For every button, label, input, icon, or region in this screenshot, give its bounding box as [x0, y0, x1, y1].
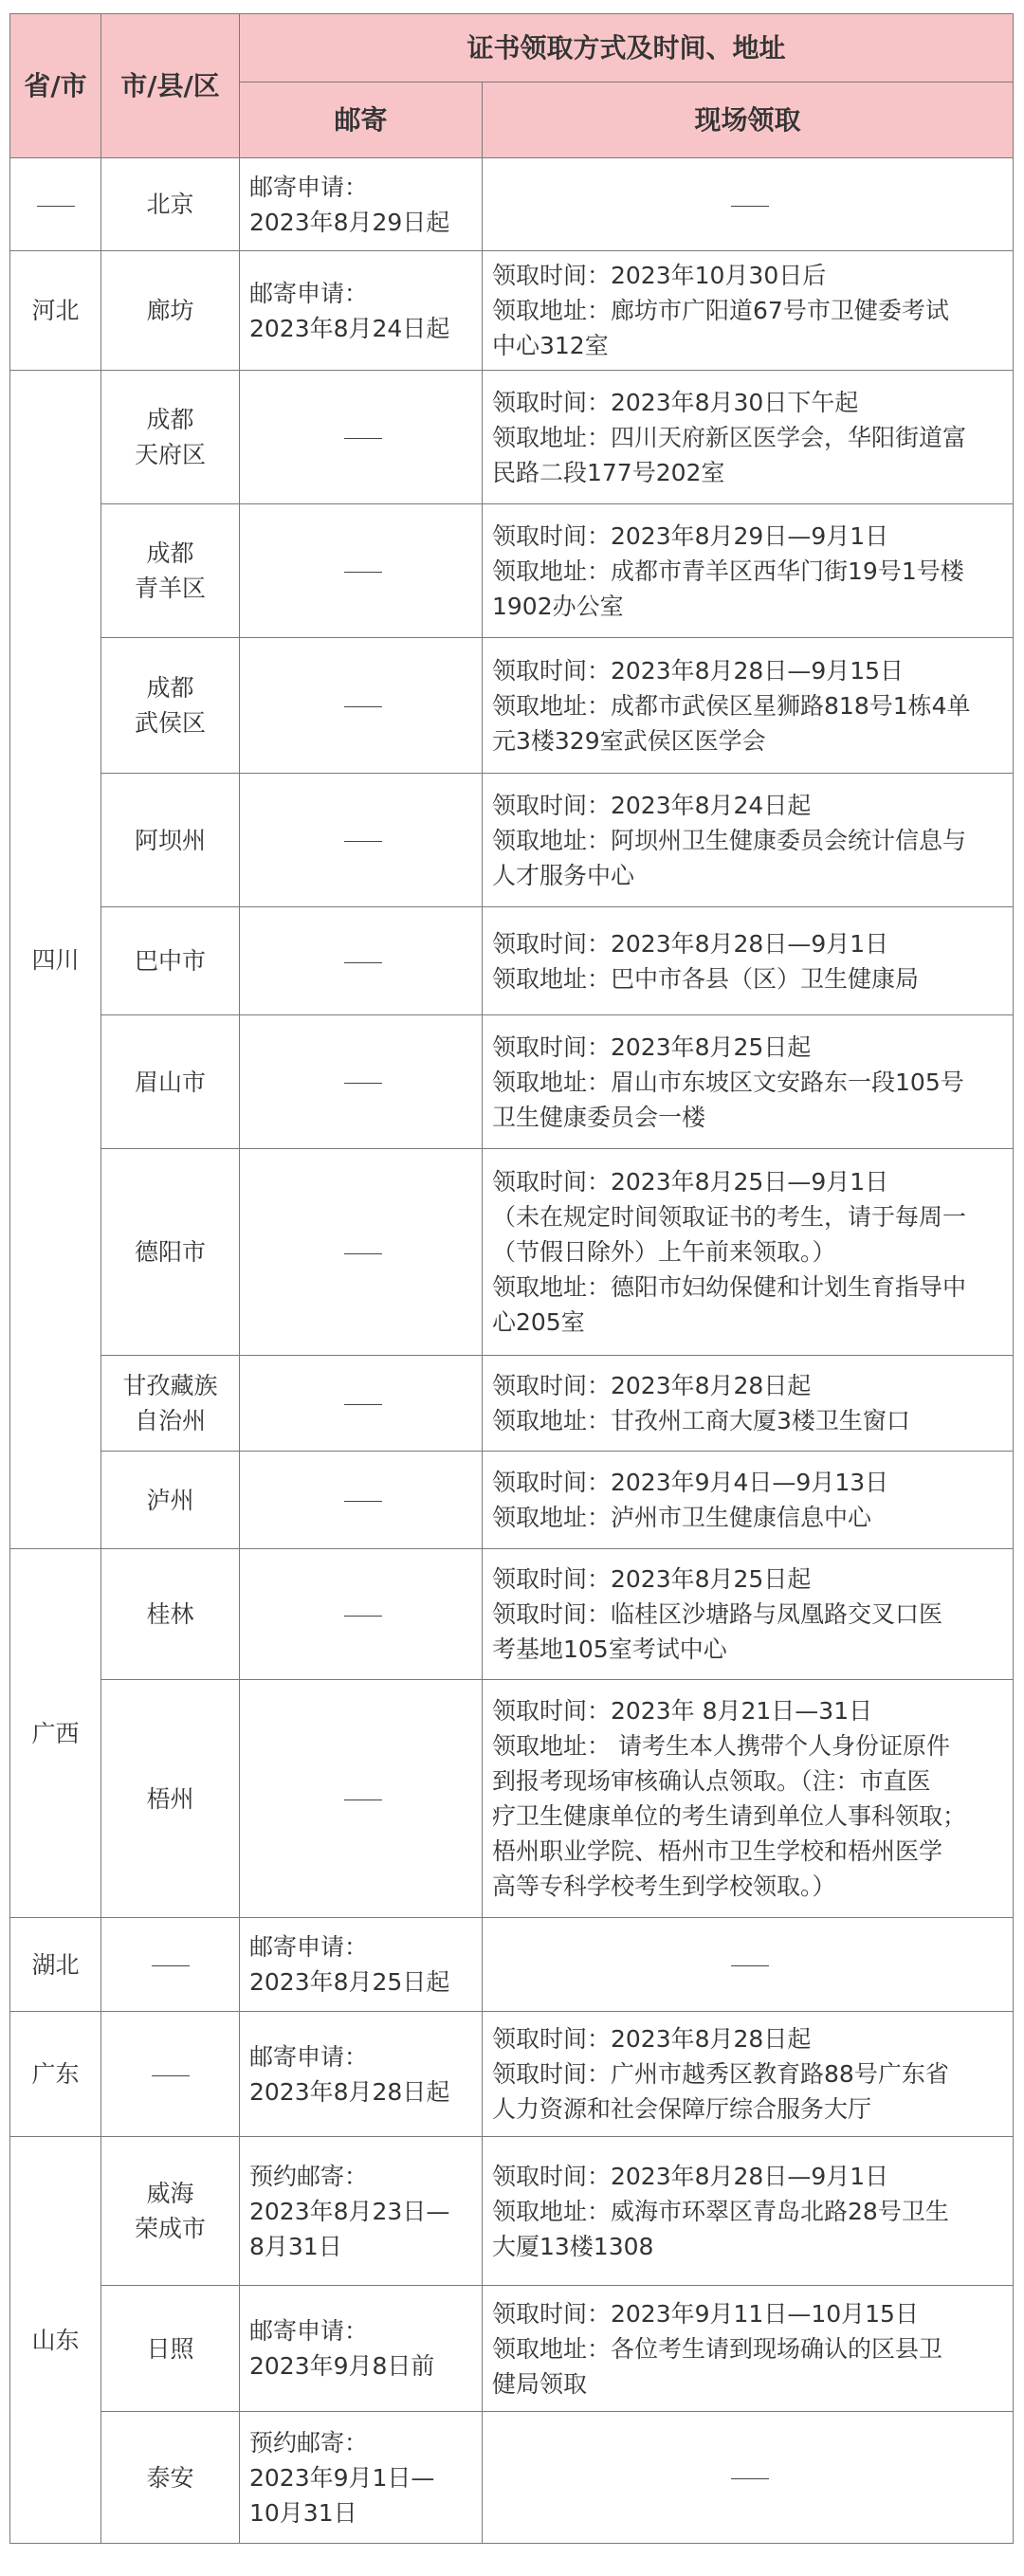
mail-cell	[240, 1452, 483, 1549]
onsite-cell	[483, 251, 1014, 371]
cell-line: 中心312室	[492, 332, 609, 359]
empty-dash	[344, 1083, 382, 1084]
cell-line: 领取地址：威海市环翠区青岛北路28号卫生	[492, 2197, 949, 2225]
table-row	[10, 1356, 1014, 1452]
onsite-cell	[483, 1918, 1014, 2012]
table-row	[10, 251, 1014, 371]
onsite-cell	[483, 1356, 1014, 1452]
cell-line: 武侯区	[134, 709, 206, 737]
mail-cell	[240, 2286, 483, 2412]
cell-line: 领取时间：2023年8月30日下午起	[492, 388, 859, 416]
city-cell	[101, 1918, 240, 2012]
cell-line: 廊坊	[146, 297, 194, 324]
table-row	[10, 638, 1014, 774]
cell-line: 日照	[146, 2334, 194, 2363]
cell-line: 威海	[146, 2180, 194, 2207]
cell-line: 领取地址：成都市武侯区星狮路818号1栋4单	[492, 691, 971, 720]
table-row	[10, 2137, 1014, 2286]
onsite-cell	[483, 774, 1014, 907]
city-cell	[101, 2012, 240, 2137]
empty-dash	[731, 1965, 769, 1966]
onsite-cell	[483, 1452, 1014, 1549]
cell-line: 梧州	[146, 1784, 194, 1813]
cell-line: 领取时间：广州市越秀区教育路88号广东省	[492, 2060, 949, 2088]
cell-line: 2023年8月29日起	[249, 208, 450, 236]
empty-dash	[152, 2075, 190, 2076]
city-cell	[101, 1356, 240, 1452]
province-cell: 四川	[10, 371, 101, 1549]
mail-cell	[240, 2012, 483, 2137]
empty-dash	[37, 206, 75, 207]
empty-dash	[344, 1404, 382, 1405]
cell-line: 领取时间：2023年9月11日—10月15日	[492, 2299, 919, 2328]
mail-cell	[240, 2412, 483, 2544]
header-method-group: 证书领取方式及时间、地址	[240, 14, 1014, 82]
city-cell	[101, 251, 240, 371]
cell-line: 领取时间：2023年8月28日—9月1日	[492, 2162, 889, 2190]
cell-line: 10月31日	[249, 2498, 357, 2527]
empty-dash	[344, 572, 382, 573]
cell-line: 2023年9月1日—	[249, 2463, 435, 2492]
empty-dash	[344, 1616, 382, 1617]
province-cell: 广东	[10, 2012, 101, 2137]
empty-dash	[344, 706, 382, 707]
table-row	[10, 1015, 1014, 1149]
city-cell	[101, 158, 240, 251]
certificate-pickup-table	[9, 13, 1014, 2544]
cell-line: 领取时间：2023年8月28日—9月1日	[492, 929, 889, 958]
cell-line: 德阳市	[134, 1238, 206, 1266]
cell-line: 领取地址：阿坝州卫生健康委员会统计信息与	[492, 826, 967, 854]
table-row	[10, 907, 1014, 1015]
table-row	[10, 1452, 1014, 1549]
cell-line: 领取时间：2023年8月29日—9月1日	[492, 521, 889, 550]
table-row	[10, 158, 1014, 251]
cell-line: 元3楼329室武侯区医学会	[492, 726, 766, 755]
mail-cell	[240, 251, 483, 371]
empty-dash	[731, 2478, 769, 2479]
cell-line: 1902办公室	[492, 592, 624, 620]
city-cell	[101, 371, 240, 504]
onsite-cell	[483, 2286, 1014, 2412]
cell-line: 甘孜藏族	[122, 1372, 218, 1399]
table-row	[10, 774, 1014, 907]
city-cell	[101, 907, 240, 1015]
cell-line: 领取时间：2023年8月28日起	[492, 1372, 812, 1399]
onsite-cell	[483, 371, 1014, 504]
cell-line: 领取时间：2023年10月30日后	[492, 262, 827, 289]
cell-line: 健局领取	[492, 2369, 588, 2398]
cell-line: 领取地址：巴中市各县（区）卫生健康局	[492, 964, 920, 993]
cell-line: 北京	[146, 191, 194, 218]
empty-dash	[344, 438, 382, 439]
table-row	[10, 1149, 1014, 1356]
table-row	[10, 2286, 1014, 2412]
cell-line: 预约邮寄：	[249, 2428, 369, 2457]
certificate-pickup-table-wrapper	[9, 13, 1013, 2544]
cell-line: 领取地址：四川天府新区医学会，华阳街道富	[492, 423, 967, 451]
city-cell	[101, 2286, 240, 2412]
cell-line: 领取地址：德阳市妇幼保健和计划生育指导中	[492, 1273, 967, 1301]
table-row	[10, 504, 1014, 638]
empty-dash	[344, 962, 382, 963]
cell-line: 领取时间：2023年 8月21日—31日	[492, 1697, 873, 1725]
mail-cell	[240, 1356, 483, 1452]
cell-line: 成都	[146, 406, 194, 433]
table-row	[10, 371, 1014, 504]
mail-cell	[240, 1549, 483, 1680]
mail-cell	[240, 2137, 483, 2286]
cell-line: 领取时间：2023年8月24日起	[492, 791, 812, 819]
cell-line: 高等专科学校考生到学校领取。）	[492, 1873, 836, 1900]
table-row	[10, 1918, 1014, 2012]
empty-dash	[344, 1501, 382, 1502]
empty-dash	[731, 206, 769, 207]
cell-line: 邮寄申请：	[249, 279, 369, 307]
onsite-cell	[483, 1680, 1014, 1918]
mail-cell	[240, 1918, 483, 2012]
header-city: 市/县/区	[101, 14, 240, 158]
city-cell	[101, 638, 240, 774]
cell-line: 领取地址：各位考生请到现场确认的区县卫	[492, 2334, 943, 2363]
mail-cell	[240, 638, 483, 774]
cell-line: 眉山市	[134, 1068, 206, 1096]
cell-line: 考基地105室考试中心	[492, 1635, 727, 1663]
cell-line: 2023年9月8日前	[249, 2352, 435, 2380]
cell-line: 领取时间：2023年8月28日起	[492, 2025, 812, 2053]
onsite-cell	[483, 504, 1014, 638]
cell-line: 领取时间：2023年9月4日—9月13日	[492, 1469, 889, 1496]
cell-line: 2023年8月24日起	[249, 314, 450, 342]
city-cell	[101, 1452, 240, 1549]
cell-line: 卫生健康委员会一楼	[492, 1103, 706, 1131]
onsite-cell	[483, 2012, 1014, 2137]
cell-line: （未在规定时间领取证书的考生，请于每周一	[492, 1203, 967, 1231]
cell-line: 荣成市	[134, 2215, 206, 2242]
cell-line: 2023年8月28日起	[249, 2077, 450, 2106]
cell-line: 邮寄申请：	[249, 1933, 369, 1961]
cell-line: 疗卫生健康单位的考生请到单位人事科领取；	[492, 1802, 967, 1830]
mail-cell	[240, 504, 483, 638]
cell-line: 天府区	[134, 441, 206, 468]
onsite-cell	[483, 2412, 1014, 2544]
cell-line: 巴中市	[134, 947, 206, 975]
cell-line: 领取时间：临桂区沙塘路与凤凰路交叉口医	[492, 1600, 943, 1628]
onsite-cell	[483, 158, 1014, 251]
table-row	[10, 1549, 1014, 1680]
city-cell	[101, 1015, 240, 1149]
cell-line: 民路二段177号202室	[492, 458, 725, 486]
onsite-cell	[483, 1149, 1014, 1356]
cell-line: 8月31日	[249, 2232, 342, 2260]
cell-line: 人才服务中心	[492, 861, 635, 889]
mail-cell	[240, 1149, 483, 1356]
cell-line: 邮寄申请：	[249, 173, 369, 201]
cell-line: 泸州	[146, 1486, 194, 1514]
cell-line: 领取地址： 请考生本人携带个人身份证原件	[492, 1732, 950, 1760]
cell-line: 自治州	[134, 1407, 206, 1434]
city-cell	[101, 2412, 240, 2544]
cell-line: 邮寄申请：	[249, 2317, 369, 2345]
cell-line: 梧州职业学院、梧州市卫生学校和梧州医学	[492, 1837, 943, 1865]
onsite-cell	[483, 2137, 1014, 2286]
cell-line: 2023年8月25日起	[249, 1968, 450, 1996]
cell-line: 大厦13楼1308	[492, 2232, 654, 2260]
cell-line: 人力资源和社会保障厅综合服务大厅	[492, 2095, 872, 2123]
header-mail: 邮寄	[240, 82, 483, 158]
cell-line: 成都	[146, 539, 194, 567]
mail-cell	[240, 1015, 483, 1149]
city-cell	[101, 774, 240, 907]
mail-cell	[240, 1680, 483, 1918]
cell-line: 领取时间：2023年8月28日—9月15日	[492, 656, 905, 685]
empty-dash	[344, 1253, 382, 1254]
cell-line: 领取时间：2023年8月25日起	[492, 1565, 812, 1593]
province-cell	[10, 158, 101, 251]
header-province: 省/市	[10, 14, 101, 158]
cell-line: （节假日除外）上午前来领取。）	[492, 1238, 836, 1266]
empty-dash	[152, 1965, 190, 1966]
cell-line: 邮寄申请：	[249, 2042, 369, 2071]
province-cell: 湖北	[10, 1918, 101, 2012]
province-cell: 河北	[10, 251, 101, 371]
onsite-cell	[483, 638, 1014, 774]
city-cell	[101, 504, 240, 638]
mail-cell	[240, 158, 483, 251]
empty-dash	[344, 841, 382, 842]
table-row	[10, 2012, 1014, 2137]
cell-line: 青羊区	[134, 575, 206, 602]
cell-line: 到报考现场审核确认点领取。（注：市直医	[492, 1767, 931, 1795]
city-cell	[101, 2137, 240, 2286]
onsite-cell	[483, 907, 1014, 1015]
cell-line: 领取地址：甘孜州工商大厦3楼卫生窗口	[492, 1407, 910, 1434]
province-cell: 山东	[10, 2137, 101, 2544]
cell-line: 桂林	[146, 1600, 194, 1628]
cell-line: 2023年8月23日—	[249, 2197, 450, 2225]
table-row	[10, 1680, 1014, 1918]
cell-line: 领取时间：2023年8月25日—9月1日	[492, 1168, 889, 1196]
cell-line: 领取地址：成都市青羊区西华门街19号1号楼	[492, 557, 964, 585]
city-cell	[101, 1680, 240, 1918]
cell-line: 成都	[146, 674, 194, 702]
city-cell	[101, 1149, 240, 1356]
province-cell: 广西	[10, 1549, 101, 1918]
cell-line: 心205室	[492, 1308, 585, 1336]
cell-line: 领取地址：眉山市东坡区文安路东一段105号	[492, 1068, 964, 1096]
city-cell	[101, 1549, 240, 1680]
onsite-cell	[483, 1549, 1014, 1680]
cell-line: 泰安	[146, 2463, 194, 2492]
cell-line: 领取地址：泸州市卫生健康信息中心	[492, 1504, 872, 1531]
cell-line: 领取时间：2023年8月25日起	[492, 1032, 812, 1061]
table-row	[10, 2412, 1014, 2544]
mail-cell	[240, 774, 483, 907]
cell-line: 领取地址：廊坊市广阳道67号市卫健委考试	[492, 297, 949, 324]
onsite-cell	[483, 1015, 1014, 1149]
mail-cell	[240, 907, 483, 1015]
header-onsite: 现场领取	[483, 82, 1014, 158]
cell-line: 阿坝州	[134, 826, 206, 854]
mail-cell	[240, 371, 483, 504]
cell-line: 预约邮寄：	[249, 2162, 369, 2190]
